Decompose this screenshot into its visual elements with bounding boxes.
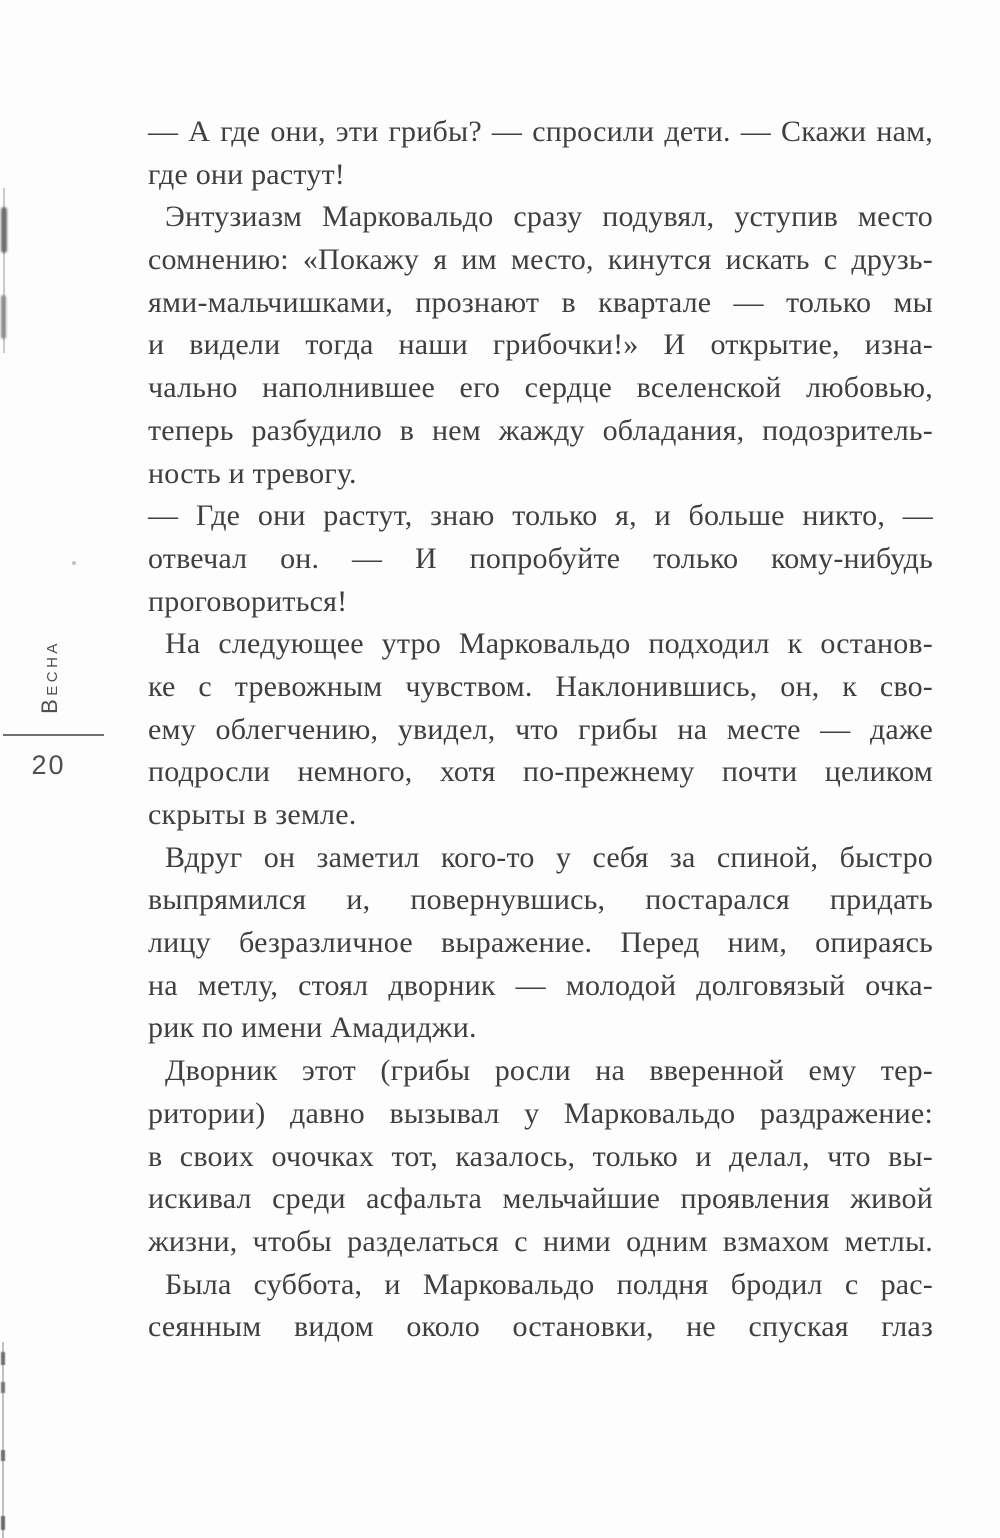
text-line: выпрямился и, повернувшись, постарался придать bbox=[148, 883, 933, 917]
text-line: теперь разбудило в нем жажду обладания, подозритель- bbox=[148, 413, 933, 447]
text-line: в своих очочках тот, казалось, только и делал, что вы- bbox=[148, 1139, 933, 1173]
text-line: Дворник этот (грибы росли на вверенной ему тер- bbox=[165, 1054, 933, 1088]
text-line: На следующее утро Марковальдо подходил к останов- bbox=[165, 627, 933, 661]
text-line: Энтузиазм Марковальдо сразу подувял, уступив место bbox=[165, 200, 933, 234]
text-line: рик по имени Амадиджи. bbox=[148, 1011, 477, 1045]
scan-artifact-speck bbox=[72, 561, 76, 565]
scan-artifact-dash-2 bbox=[1, 1382, 5, 1393]
text-line: ему облегчению, увидел, что грибы на месте — даже bbox=[148, 712, 933, 746]
text-line: Вдруг он заметил кого-то у себя за спиной, быстро bbox=[165, 840, 933, 874]
text-line: подросли немного, хотя по-прежнему почти целиком bbox=[148, 755, 933, 789]
text-line: и видели тогда наши грибочки!» И открытие, изна- bbox=[148, 328, 933, 362]
text-line: чально наполнившее его сердце вселенской любовью, bbox=[148, 371, 933, 405]
text-line: где они растут! bbox=[148, 157, 345, 191]
text-line: ритории) давно вызывал у Марковальдо раздражение: bbox=[148, 1096, 933, 1130]
scan-artifact-edge-line-bottom bbox=[2, 1342, 4, 1538]
text-line: жизни, чтобы разделаться с ними одним взмахом метлы. bbox=[148, 1224, 933, 1258]
text-line: Была суббота, и Марковальдо полдня бродил с рас- bbox=[165, 1267, 933, 1301]
section-title: Весна bbox=[37, 640, 62, 714]
running-head-vertical bbox=[37, 640, 63, 714]
text-line: скрыты в земле. bbox=[148, 798, 357, 831]
text-line: — Где они растут, знаю только я, и больше никто, — bbox=[148, 499, 933, 533]
scan-artifact-dash-1 bbox=[1, 1352, 5, 1365]
scan-artifact-smudge-2 bbox=[1, 295, 6, 339]
text-line: ке с тревожным чувством. Наклонившись, он, к сво- bbox=[148, 669, 933, 703]
scan-artifact-dash-3 bbox=[1, 1450, 5, 1461]
text-line: сомнению: «Покажу я им место, кинутся искать с друзь- bbox=[148, 243, 933, 277]
folio-divider-rule bbox=[3, 734, 104, 736]
text-line: проговориться! bbox=[148, 584, 348, 618]
text-line: ями-мальчишками, прознают в квартале — только мы bbox=[148, 285, 933, 319]
text-line: на метлу, стоял дворник — молодой долговязый очка- bbox=[148, 968, 933, 1002]
body-text bbox=[148, 111, 933, 1349]
text-line: сеянным видом около остановки, не спуская глаз bbox=[148, 1310, 933, 1344]
text-line: ность и тревогу. bbox=[148, 456, 357, 490]
text-line: лицу безразличное выражение. Перед ним, опираясь bbox=[148, 926, 933, 960]
text-line: искивал среди асфальта мельчайшие проявления живой bbox=[148, 1182, 933, 1216]
text-line: — А где они, эти грибы? — спросили дети. — Скажи нам, bbox=[148, 115, 933, 148]
text-line: отвечал он. — И попробуйте только кому-нибудь bbox=[148, 541, 933, 575]
page-number: 20 bbox=[31, 750, 66, 780]
scan-artifact-smudge-1 bbox=[1, 207, 7, 253]
scan-artifact-dash-4 bbox=[1, 1516, 5, 1530]
